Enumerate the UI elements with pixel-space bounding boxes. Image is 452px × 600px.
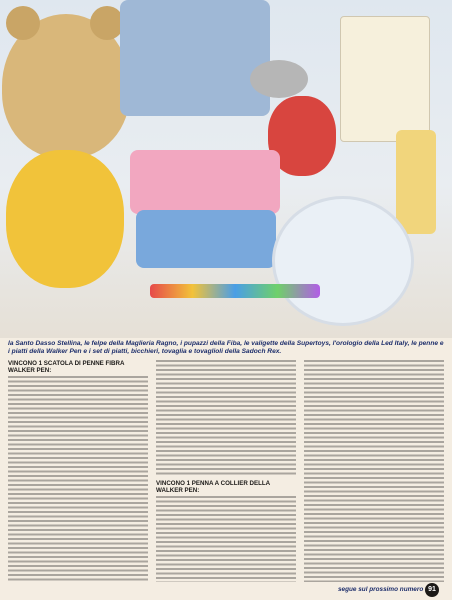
photo-caption: la Santo Dasso Stellina, le felpe della Maglieria Ragno, i pupazzi della Fiba, le valigette della Supertoys, l'orologio della Led Italy, le penne e i piatti della Walker Pen e i set di piatti, bicchieri, tovaglia e tovaglioli della Sadoch Rex. — [8, 340, 444, 355]
cups-stack-image — [396, 130, 436, 234]
paper-plate-image — [272, 196, 414, 326]
winners-text-block — [156, 496, 296, 582]
watch-image — [250, 60, 308, 98]
column-2 — [156, 360, 296, 586]
winners-columns — [8, 360, 444, 586]
yellow-toy-image — [6, 150, 124, 288]
winners-text-block — [304, 360, 444, 582]
column-3 — [304, 360, 444, 586]
blue-case-image — [136, 210, 276, 268]
party-set-box-image — [340, 16, 430, 142]
pens-image — [150, 284, 320, 298]
winners-text-block — [8, 376, 148, 582]
teddy-bear-ear-left — [6, 6, 40, 40]
pink-case-image — [130, 150, 280, 214]
winners-text-block — [156, 360, 296, 476]
section-heading-collier-pen: VINCONO 1 PENNA A COLLIER DELLA WALKER PEN: — [156, 480, 270, 494]
page-number: 91 — [425, 583, 439, 597]
column-1 — [8, 360, 148, 586]
section-heading-pen-box: VINCONO 1 SCATOLA DI PENNE FIBRA WALKER PEN: — [8, 360, 125, 374]
sweatshirt-image — [120, 0, 270, 116]
teddy-bear-ear-right — [90, 6, 124, 40]
continued-note: segue sul prossimo numero — [338, 586, 424, 593]
